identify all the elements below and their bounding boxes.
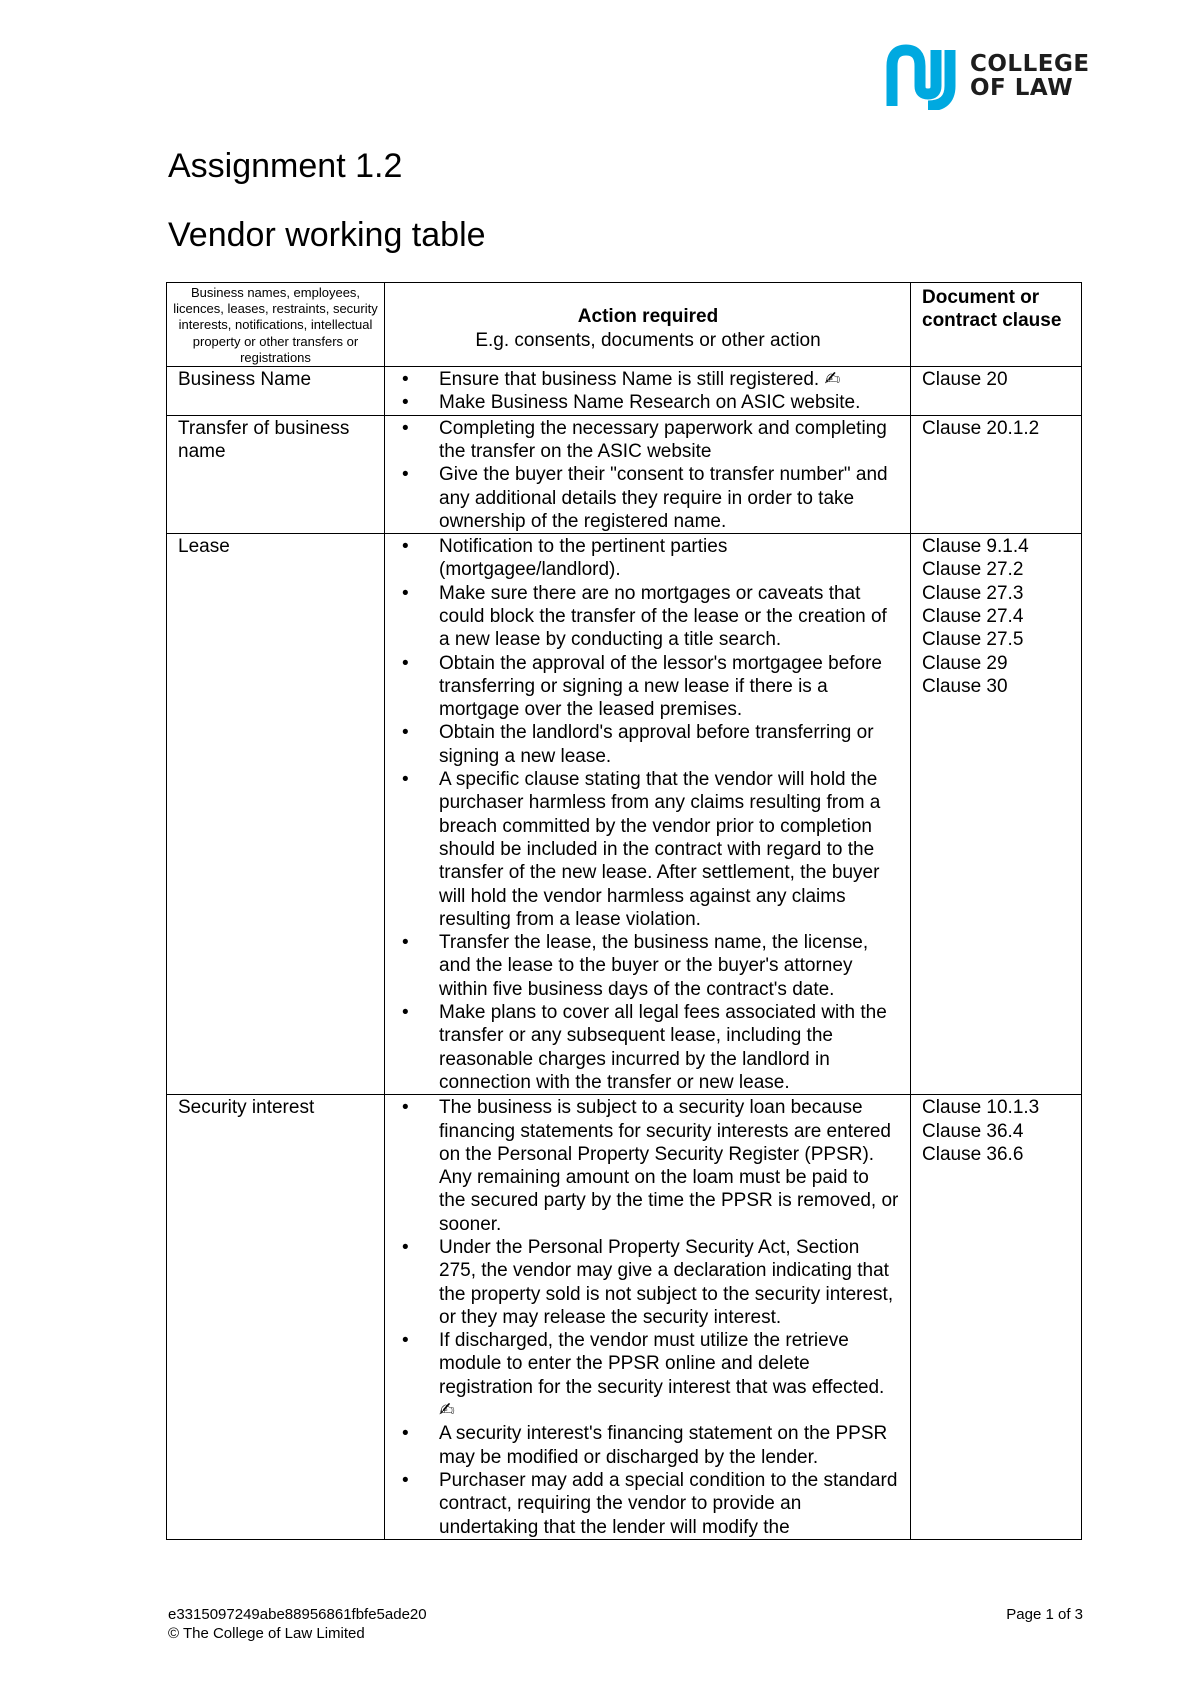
table-row [167, 415, 1082, 533]
row-actions [385, 1095, 911, 1540]
row-item: Transfer of business name [167, 415, 385, 533]
row-item: Business Name [167, 367, 385, 416]
logo-text-college: COLLEGE [970, 51, 1090, 77]
actions-list [396, 417, 900, 533]
header-action-title: Action required [577, 306, 719, 328]
clause-ref: Clause 29 [922, 652, 1008, 674]
clause-ref: Clause 27.3 [922, 582, 1024, 604]
action-item: • Obtain the landlord's approval before transferring or signing a new lease. [396, 721, 900, 768]
actions-list [396, 368, 900, 415]
action-item: • A security interest's financing statement on the PPSR may be modified or discharged by the lender. [396, 1422, 900, 1469]
college-of-law-logo-icon [884, 42, 958, 110]
row-clauses [911, 415, 1082, 533]
table-row [167, 1095, 1082, 1540]
college-of-law-logo [884, 42, 1090, 110]
row-actions [385, 367, 911, 416]
action-item: • Obtain the approval of the lessor's mortgagee before transferring or signing a new lease if there is a mortgage over the leased premises. [396, 652, 900, 722]
action-item: • If discharged, the vendor must utilize the retrieve module to enter the PPSR online and delete registration for the security interest that was effected. ✍ [396, 1329, 900, 1422]
vendor-working-table [166, 282, 1082, 1540]
page-subtitle: Vendor working table [168, 216, 486, 254]
actions-list [396, 1096, 900, 1539]
footer-left [168, 1605, 427, 1643]
copyright-notice: © The College of Law Limited [168, 1625, 365, 1642]
action-item: • Ensure that business Name is still registered. ✍ [396, 368, 900, 391]
table-row [167, 534, 1082, 1095]
clause-ref: Clause 27.4 [922, 605, 1024, 627]
clause-ref: Clause 30 [922, 675, 1008, 697]
header-clause: Document or contract clause [911, 283, 1082, 367]
table-header-row [167, 283, 1082, 367]
action-item: • Make sure there are no mortgages or caveats that could block the transfer of the lease or the creation of a new lease by conducting a title search. [396, 582, 900, 652]
row-item: Security interest [167, 1095, 385, 1540]
action-item: • Notification to the pertinent parties (mortgagee/landlord). [396, 535, 900, 582]
action-item: • Transfer the lease, the business name, the license, and the lease to the buyer or the buyer's attorney within five business days of the contract's date. [396, 931, 900, 1001]
actions-list [396, 535, 900, 1094]
clause-ref: Clause 36.6 [922, 1143, 1024, 1165]
action-item: • Under the Personal Property Security Act, Section 275, the vendor may give a declaration indicating that the property sold is not subject to the security interest, or they may release the security interest. [396, 1236, 900, 1329]
clause-ref: Clause 27.2 [922, 559, 1024, 581]
page-number: Page 1 of 3 [1006, 1606, 1083, 1623]
logo-text-of-law: OF LAW [970, 75, 1074, 101]
row-clauses [911, 1095, 1082, 1540]
row-item: Lease [167, 534, 385, 1095]
action-item: • Give the buyer their "consent to transfer number" and any additional details they require in order to take ownership of the registered name. [396, 463, 900, 533]
header-action-subtitle: E.g. consents, documents or other action [475, 329, 821, 351]
row-clauses [911, 367, 1082, 416]
page-title: Assignment 1.2 [168, 147, 403, 185]
document-id: e3315097249abe88956861fbfe5ade20 [168, 1606, 427, 1623]
clause-ref: Clause 27.5 [922, 629, 1024, 651]
action-item: • Make plans to cover all legal fees associated with the transfer or any subsequent lease, including the reasonable charges incurred by the landlord in connection with the transfer or new lease. [396, 1001, 900, 1094]
action-item: • A specific clause stating that the vendor will hold the purchaser harmless from any claims resulting from a breach committed by the vendor prior to completion should be included in the contract with regard to the transfer of the new lease. After settlement, the buyer will hold the vendor harmless against any claims resulting from a lease violation. [396, 768, 900, 931]
clause-ref: Clause 20.1.2 [922, 417, 1040, 439]
clause-ref: Clause 20 [922, 369, 1008, 391]
clause-ref: Clause 9.1.4 [922, 536, 1029, 558]
table-row [167, 367, 1082, 416]
clause-ref: Clause 10.1.3 [922, 1097, 1040, 1119]
row-clauses [911, 534, 1082, 1095]
header-action-required [385, 283, 911, 367]
action-item: • Completing the necessary paperwork and completing the transfer on the ASIC website [396, 417, 900, 464]
action-item: • Make Business Name Research on ASIC website. [396, 391, 900, 414]
row-actions [385, 534, 911, 1095]
clause-ref: Clause 36.4 [922, 1120, 1024, 1142]
action-item: • The business is subject to a security loan because financing statements for security interests are entered on the Personal Property Security Register (PPSR). Any remaining amount on the loam must be paid to the secured party by the time the PPSR is removed, or sooner. [396, 1096, 900, 1236]
row-actions [385, 415, 911, 533]
action-item: • Purchaser may add a special condition to the standard contract, requiring the vendor to provide an undertaking that the lender will modify the [396, 1469, 900, 1539]
header-items: Business names, employees, licences, leases, restraints, security interests, notifications, intellectual property or other transfers or registrations [167, 283, 385, 367]
